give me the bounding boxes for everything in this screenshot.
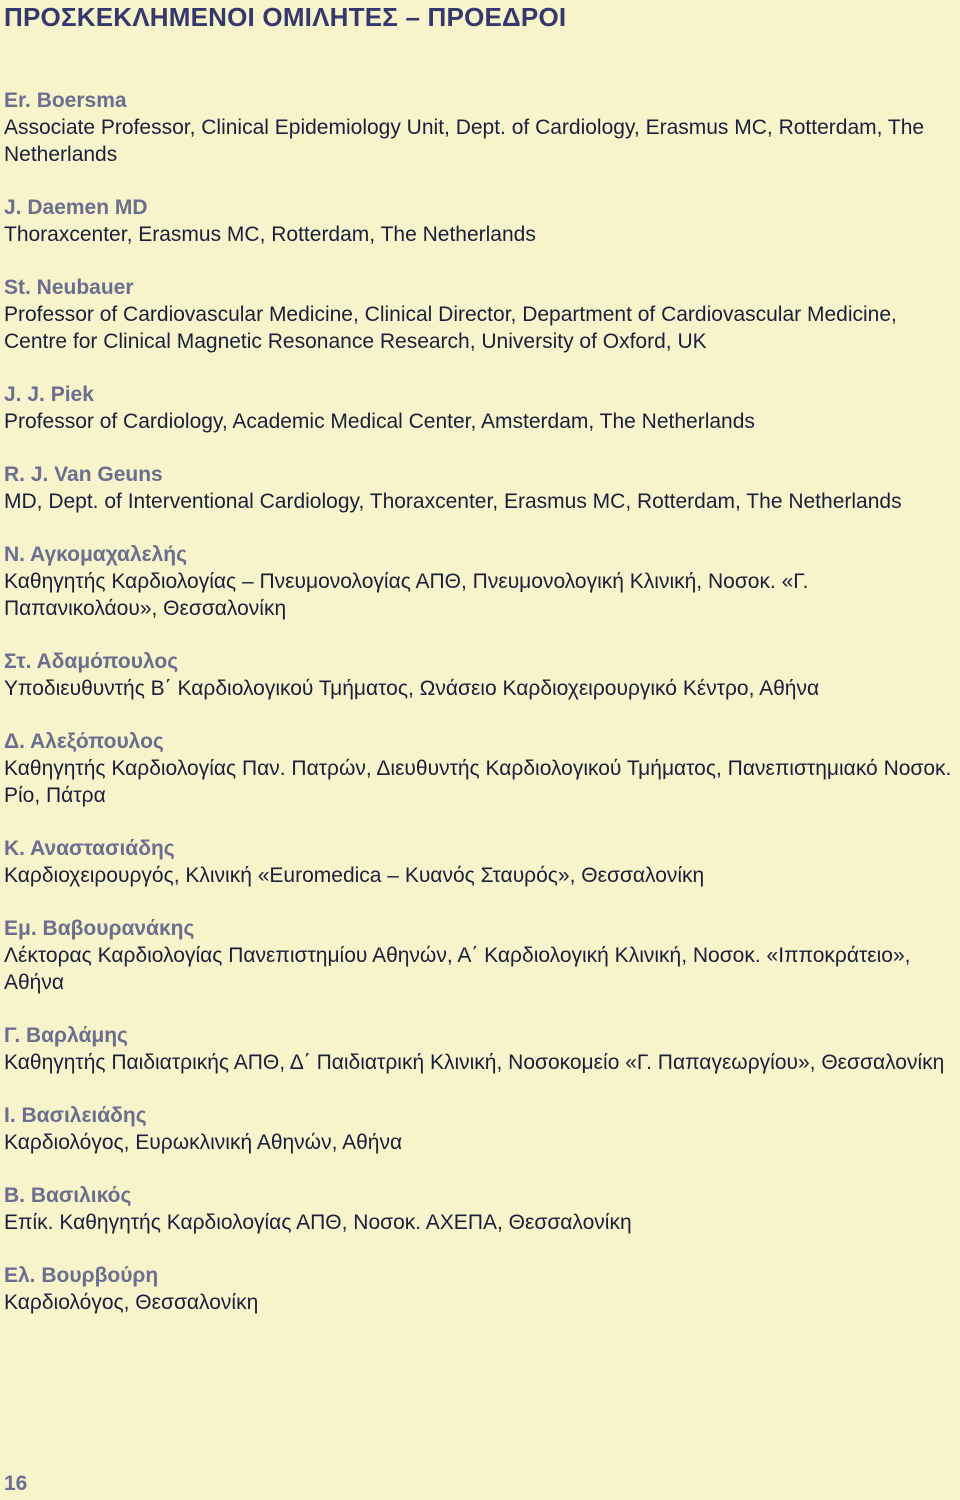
speaker-affiliation: Professor of Cardiology, Academic Medical Center, Amsterdam, The Netherlands	[4, 410, 755, 433]
speaker-entry	[4, 541, 956, 622]
speaker-entry	[4, 381, 956, 435]
speaker-name: J. J. Piek	[4, 383, 94, 406]
speaker-entry	[4, 194, 956, 248]
speaker-entry	[4, 87, 956, 168]
speaker-name: St. Neubauer	[4, 276, 134, 299]
speaker-affiliation: Καρδιολόγος, Ευρωκλινική Αθηνών, Αθήνα	[4, 1131, 403, 1154]
speaker-entry	[4, 1182, 956, 1236]
speaker-entry	[4, 835, 956, 889]
speaker-name: R. J. Van Geuns	[4, 463, 163, 486]
speaker-name: Ελ. Βουρβούρη	[4, 1264, 159, 1287]
speaker-affiliation: Επίκ. Καθηγητής Καρδιολογίας ΑΠΘ, Νοσοκ. ΑΧΕΠΑ, Θεσσαλονίκη	[4, 1211, 632, 1234]
speaker-name: Ν. Αγκομαχαλελής	[4, 543, 188, 566]
document-page	[4, 0, 956, 1500]
speaker-affiliation: Thoraxcenter, Erasmus MC, Rotterdam, The Netherlands	[4, 223, 536, 246]
speaker-entry	[4, 1102, 956, 1156]
speaker-name: Er. Boersma	[4, 89, 127, 112]
speaker-affiliation: Καθηγητής Καρδιολογίας – Πνευμονολογίας ΑΠΘ, Πνευμονολογική Κλινική, Νοσοκ. «Γ. Παπανικολάου», Θεσσαλονίκη	[4, 570, 809, 620]
speaker-affiliation: Καρδιολόγος, Θεσσαλονίκη	[4, 1291, 259, 1314]
speaker-affiliation: Professor of Cardiovascular Medicine, Clinical Director, Department of Cardiovascular Medicine, Centre for Clinical Magnetic Resonance Research, University of Oxford, UK	[4, 303, 897, 353]
speaker-affiliation: Καθηγητής Καρδιολογίας Παν. Πατρών, Διευθυντής Καρδιολογικού Τμήματος, Πανεπιστημιακό Νοσοκ. Ρίο, Πάτρα	[4, 757, 952, 807]
speaker-name: Γ. Βαρλάμης	[4, 1024, 128, 1047]
speaker-affiliation: MD, Dept. of Interventional Cardiology, Thoraxcenter, Erasmus MC, Rotterdam, The Netherlands	[4, 490, 902, 513]
speaker-entry	[4, 1022, 956, 1076]
speaker-name: Ι. Βασιλειάδης	[4, 1104, 147, 1127]
speaker-name: Β. Βασιλικός	[4, 1184, 132, 1207]
speaker-name: Δ. Αλεξόπουλος	[4, 730, 164, 753]
speaker-entry	[4, 648, 956, 702]
page-number: 16	[4, 1472, 28, 1495]
speaker-affiliation: Καθηγητής Παιδιατρικής ΑΠΘ, Δ΄ Παιδιατρική Κλινική, Νοσοκομείο «Γ. Παπαγεωργίου», Θεσσαλονίκη	[4, 1051, 945, 1074]
speaker-entry	[4, 1262, 956, 1316]
speaker-entry	[4, 915, 956, 996]
speaker-affiliation: Καρδιοχειρουργός, Κλινική «Euromedica – Κυανός Σταυρός», Θεσσαλονίκη	[4, 864, 705, 887]
page-title: ΠΡΟΣΚΕΚΛΗΜΕΝΟΙ ΟΜΙΛΗΤΕΣ – ΠΡΟΕΔΡΟΙ	[4, 2, 567, 32]
speaker-name: Εμ. Βαβουρανάκης	[4, 917, 195, 940]
speaker-name: Στ. Αδαμόπουλος	[4, 650, 179, 673]
speaker-list	[4, 87, 956, 1342]
speaker-affiliation: Υποδιευθυντής Β΄ Καρδιολογικού Τμήματος, Ωνάσειο Καρδιοχειρουργικό Κέντρο, Αθήνα	[4, 677, 820, 700]
speaker-entry	[4, 274, 956, 355]
speaker-entry	[4, 461, 956, 515]
speaker-affiliation: Λέκτορας Καρδιολογίας Πανεπιστημίου Αθηνών, Α΄ Καρδιολογική Κλινική, Νοσοκ. «Ιπποκράτειο», Αθήνα	[4, 944, 911, 994]
speaker-name: J. Daemen MD	[4, 196, 148, 219]
speaker-name: Κ. Αναστασιάδης	[4, 837, 175, 860]
speaker-affiliation: Associate Professor, Clinical Epidemiology Unit, Dept. of Cardiology, Erasmus MC, Rotterdam, The Netherlands	[4, 116, 925, 166]
speaker-entry	[4, 728, 956, 809]
